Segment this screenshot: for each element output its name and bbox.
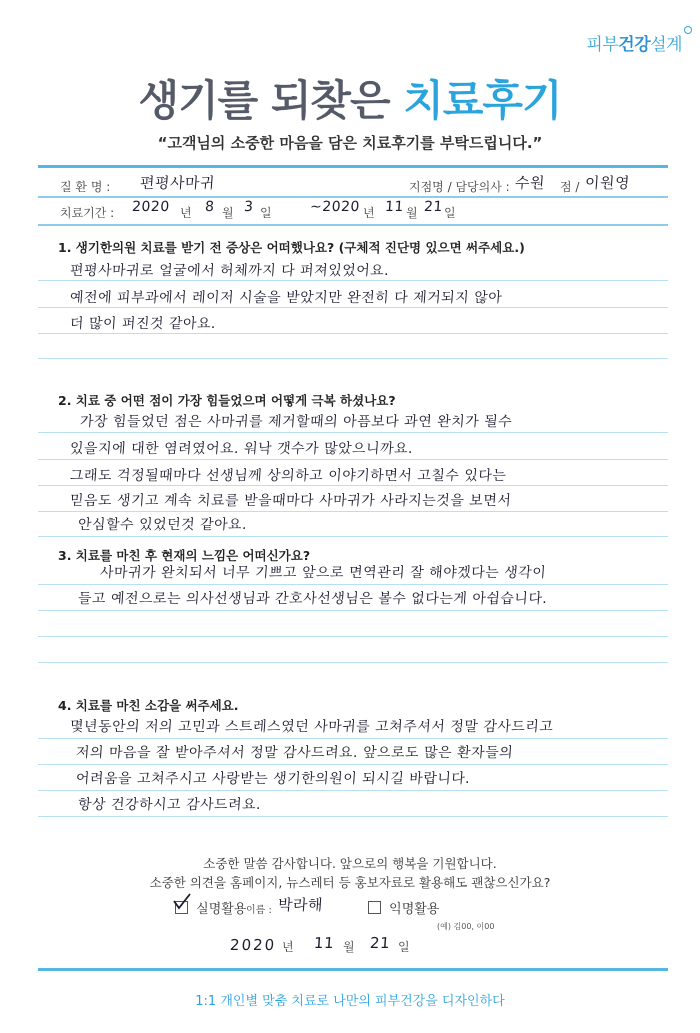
- anonymous-label: 익명활용: [389, 902, 440, 917]
- q3-answer-line: 사마귀가 완치되서 너무 기쁘고 앞으로 면역관리 잘 해야겠다는 생각이: [99, 565, 547, 581]
- name-label: 이름 :: [246, 905, 272, 916]
- page-subtitle: “고객님의 소중한 마음을 담은 치료후기를 부탁드립니다.”: [157, 134, 543, 152]
- page-title: [0, 68, 700, 128]
- ruled-line: [38, 764, 668, 765]
- ruled-line: [38, 358, 668, 359]
- sign-year-unit: 년: [282, 940, 294, 954]
- checkmark-icon: [172, 892, 192, 912]
- ruled-line: [38, 511, 668, 512]
- bottom-divider: [38, 968, 668, 971]
- start-month-unit: 월: [222, 206, 234, 220]
- q2-answer-line: 믿음도 생기고 계속 치료를 받을때마다 사마귀가 사라지는것을 보면서: [69, 493, 512, 509]
- diagnosis-label: 질 환 명 :: [60, 180, 111, 194]
- branch-value: 수원: [514, 174, 546, 192]
- sign-year: 2020: [229, 936, 277, 954]
- start-day-unit: 일: [260, 206, 272, 220]
- doctor-value: 이원영: [584, 174, 631, 192]
- branch-suffix: 점 /: [560, 180, 580, 194]
- slogan: 1:1 개인별 맞춤 치료로 나만의 피부건강을 디자인하다: [195, 994, 505, 1009]
- end-day-unit: 일: [444, 206, 456, 220]
- sign-month-unit: 월: [343, 940, 355, 954]
- diagnosis-value: 편평사마귀: [139, 174, 216, 192]
- start-year: 2020: [131, 199, 171, 215]
- question-4: 4. 치료를 마친 소감을 써주세요.: [58, 698, 239, 713]
- sign-day: 21: [369, 934, 391, 952]
- header-divider-2: [38, 224, 668, 226]
- ruled-line: [38, 485, 668, 486]
- brand-name-c: 설계: [650, 35, 682, 55]
- q1-answer-line: 편평사마귀로 얼굴에서 허체까지 다 퍼져있었어요.: [69, 263, 390, 279]
- ruled-line: [38, 738, 668, 739]
- anonymous-option[interactable]: [368, 898, 439, 917]
- thanks-message: 소중한 말씀 감사합니다. 앞으로의 행복을 기원합니다.: [203, 856, 497, 871]
- top-divider: [38, 165, 668, 168]
- question-1: 1. 생기한의원 치료를 받기 전 증상은 어떠했나요? (구체적 진단명 있으면 써주세요.): [58, 240, 525, 255]
- brand-name-b: 건강: [618, 35, 651, 55]
- q2-answer-line: 안심할수 있었던것 같아요.: [77, 517, 248, 533]
- sign-day-unit: 일: [398, 940, 410, 954]
- end-year-unit: 년: [363, 206, 375, 220]
- ruled-line: [38, 536, 668, 537]
- realname-option[interactable]: [175, 898, 246, 917]
- q2-answer-line: 있을지에 대한 염려였어요. 워낙 갯수가 많았으니까요.: [69, 441, 414, 457]
- branch-label: 지점명 / 담당의사 :: [409, 180, 510, 194]
- ruled-line: [38, 333, 668, 334]
- title-part2: 치료후기: [403, 76, 562, 125]
- header-divider-1: [38, 196, 668, 198]
- q3-answer-line: 들고 예전으로는 의사선생님과 간호사선생님은 볼수 없다는게 아쉽습니다.: [77, 591, 548, 607]
- end-year: ~2020: [309, 199, 361, 215]
- ruled-line: [38, 459, 668, 460]
- realname-label: 실명활용: [196, 902, 247, 917]
- ruled-line: [38, 432, 668, 433]
- end-month-unit: 월: [406, 206, 418, 220]
- q4-answer-line: 어려움을 고쳐주시고 사랑받는 생기한의원이 되시길 바랍니다.: [75, 771, 471, 787]
- realname-checkbox[interactable]: [175, 901, 188, 914]
- ruled-line: [38, 610, 668, 611]
- brand-name-a: 피부: [586, 35, 619, 55]
- question-2: 2. 치료 중 어떤 점이 가장 힘들었으며 어떻게 극복 하셨나요?: [58, 393, 396, 408]
- q2-answer-line: 가장 힘들었던 점은 사마귀를 제거할때의 아픔보다 과연 완치가 될수: [79, 414, 513, 430]
- ruled-line: [38, 662, 668, 663]
- q2-answer-line: 그래도 걱정될때마다 선생님께 상의하고 이야기하면서 고칠수 있다는: [69, 468, 507, 484]
- title-part1: 생기를 되찾은: [138, 76, 404, 125]
- name-value: 박라해: [277, 896, 324, 914]
- question-3: 3. 치료를 마친 후 현재의 느낌은 어떠신가요?: [58, 548, 311, 563]
- q4-answer-line: 몇년동안의 저의 고민과 스트레스였던 사마귀를 고쳐주셔서 정말 감사드리고: [69, 719, 554, 735]
- period-label: 치료기간 :: [60, 206, 115, 220]
- q4-answer-line: 항상 건강하시고 감사드려요.: [77, 797, 262, 813]
- brand-logo: [586, 30, 682, 55]
- q1-answer-line: 예전에 피부과에서 레이저 시술을 받았지만 완전히 다 제거되지 않아: [69, 290, 503, 306]
- consent-question: 소중한 의견을 홈페이지, 뉴스레터 등 홍보자료로 활용해도 괜찮으신가요?: [149, 875, 551, 890]
- end-month: 11: [384, 199, 405, 215]
- name-example: (예) 김00, 이00: [437, 922, 495, 931]
- start-month: 8: [204, 199, 215, 215]
- ruled-line: [38, 636, 668, 637]
- start-day: 3: [243, 199, 254, 215]
- ruled-line: [38, 280, 668, 281]
- ruled-line: [38, 816, 668, 817]
- start-year-unit: 년: [180, 206, 192, 220]
- ruled-line: [38, 584, 668, 585]
- anonymous-checkbox[interactable]: [368, 901, 381, 914]
- brand-dot-icon: [684, 26, 692, 34]
- q1-answer-line: 더 많이 퍼진것 같아요.: [69, 316, 217, 332]
- ruled-line: [38, 307, 668, 308]
- q4-answer-line: 저의 마음을 잘 받아주셔서 정말 감사드려요. 앞으로도 많은 환자들의: [75, 745, 514, 761]
- ruled-line: [38, 790, 668, 791]
- end-day: 21: [423, 199, 444, 215]
- sign-month: 11: [313, 934, 335, 952]
